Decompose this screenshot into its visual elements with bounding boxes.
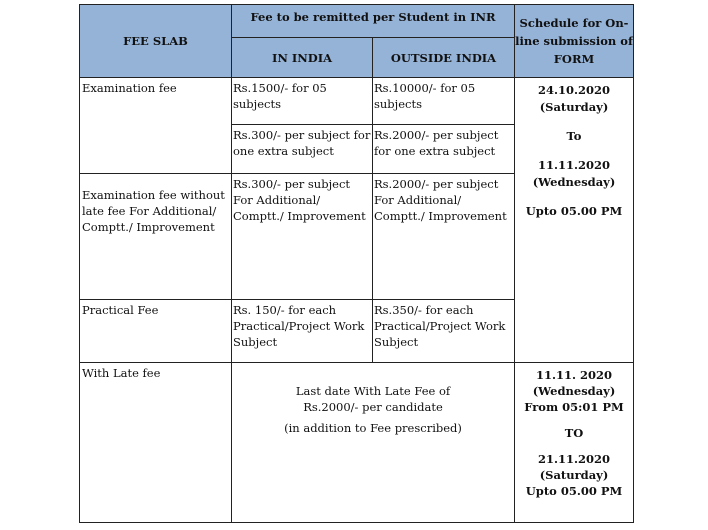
schedule-header-line-2: line submission of (515, 34, 633, 48)
in-india-header (232, 38, 373, 78)
practical-india-value: Rs. 150/- for each Practical/Project Work Subject (233, 303, 365, 349)
schedule-normal-cell (515, 78, 634, 363)
schedule-late-cell (515, 363, 634, 523)
exam-fee-label: Examination fee (82, 81, 177, 95)
late-start-day: (Wednesday) (532, 384, 616, 398)
outside-india-header (373, 38, 515, 78)
schedule-end-date: 11.11.2020 (538, 158, 611, 172)
extra-subject-outside-value: Rs.2000/- per subject for one extra subject (374, 128, 499, 158)
late-start-date: 11.11. 2020 (536, 368, 613, 382)
exam-fee-india-cell (232, 78, 373, 125)
exam-fee-additional-label: Examination fee without late fee For Additional/ Comptt./ Improvement (82, 188, 225, 234)
schedule-header (515, 5, 634, 78)
exam-fee-label-cell (80, 78, 232, 174)
additional-outside-cell (373, 174, 515, 300)
extra-subject-india-value: Rs.300/- per subject for one extra subject (233, 128, 371, 158)
exam-fee-outside-cell (373, 78, 515, 125)
fee-slab-header-label: FEE SLAB (123, 34, 188, 48)
practical-outside-cell (373, 300, 515, 363)
additional-india-cell (232, 174, 373, 300)
late-fee-cell (232, 363, 515, 523)
in-india-header-label: IN INDIA (271, 50, 333, 65)
schedule-upto: Upto 05.00 PM (525, 204, 623, 218)
schedule-to: To (566, 129, 582, 143)
late-fee-label: With Late fee (82, 366, 161, 380)
late-end-day: (Saturday) (539, 468, 609, 482)
schedule-start-day: (Saturday) (539, 100, 609, 114)
remit-header-label: Fee to be remitted per Student in INR (250, 10, 496, 24)
schedule-header-line-3: FORM (553, 52, 595, 66)
practical-outside-value: Rs.350/- for each Practical/Project Work Subject (374, 303, 506, 349)
extra-subject-india-cell (232, 125, 373, 174)
exam-fee-outside-value: Rs.10000/- for 05 subjects (374, 81, 476, 111)
schedule-header-line-1: Schedule for On- (519, 16, 629, 30)
additional-outside-value: Rs.2000/- per subject For Additional/ Comptt./ Improvement (374, 177, 507, 223)
schedule-start-date: 24.10.2020 (538, 83, 611, 97)
late-fee-note: (in addition to Fee prescribed) (284, 421, 462, 435)
remit-header (232, 5, 515, 38)
late-fee-text: Last date With Late Fee of Rs.2000/- per candidate (295, 384, 451, 414)
practical-india-cell (232, 300, 373, 363)
exam-fee-india-value: Rs.1500/- for 05 subjects (233, 81, 327, 111)
late-end-date: 21.11.2020 (538, 452, 611, 466)
additional-india-value: Rs.300/- per subject For Additional/ Comptt./ Improvement (233, 177, 366, 223)
outside-india-header-label: OUTSIDE INDIA (390, 50, 497, 65)
practical-fee-label: Practical Fee (82, 303, 159, 317)
practical-fee-label-cell (80, 300, 232, 363)
late-fee-label-cell (80, 363, 232, 523)
fee-table (79, 4, 634, 523)
late-from-time: From 05:01 PM (524, 400, 624, 414)
schedule-end-day: (Wednesday) (532, 175, 616, 189)
late-to: TO (564, 426, 584, 440)
extra-subject-outside-cell (373, 125, 515, 174)
late-upto: Upto 05.00 PM (525, 484, 623, 498)
exam-fee-additional-label-cell (80, 174, 232, 300)
fee-slab-header (80, 5, 232, 78)
